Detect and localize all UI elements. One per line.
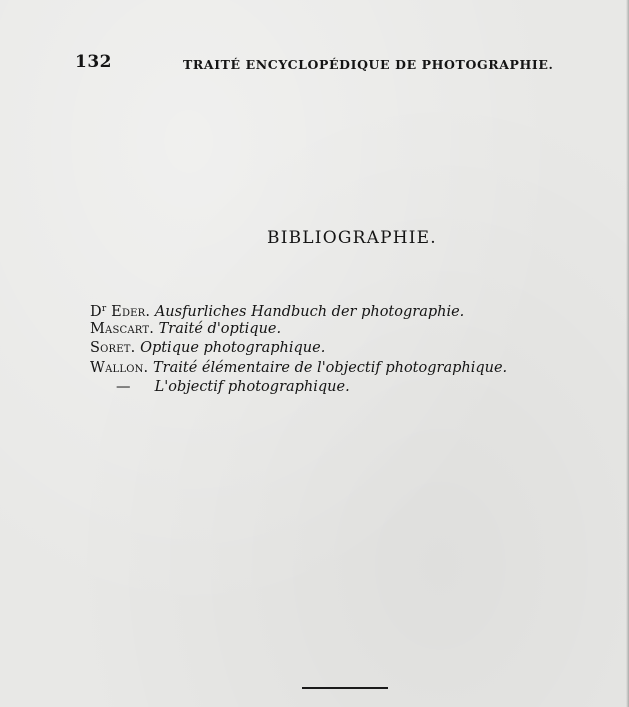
- bibliography-entry: [90, 320, 590, 340]
- entry-title: Optique photographique.: [140, 340, 326, 356]
- running-head: TRAITÉ ENCYCLOPÉDIQUE DE PHOTOGRAPHIE.: [183, 57, 554, 72]
- section-title: BIBLIOGRAPHIE.: [267, 228, 437, 248]
- bibliography-entry: [90, 359, 590, 379]
- bibliography-list: [90, 300, 590, 398]
- entry-author: Mascart.: [90, 320, 155, 337]
- entry-author: Wallon.: [90, 359, 149, 376]
- end-rule: [302, 687, 388, 689]
- entry-author: Soret.: [90, 340, 136, 356]
- bibliography-entry: [90, 300, 590, 320]
- entry-author: $D^r$ Eder.: [90, 304, 151, 320]
- entry-title: L'objectif photographique.: [154, 379, 350, 395]
- page-number: 132: [75, 52, 112, 72]
- entry-title: Traité d'optique.: [158, 320, 282, 337]
- bibliography-entry: [90, 339, 590, 359]
- entry-title: Ausfurliches Handbuch der photographie.: [154, 304, 465, 320]
- entry-title: Traité élémentaire de l'objectif photographique.: [152, 359, 508, 376]
- bibliography-entry: [90, 378, 590, 398]
- ditto-dash: —: [116, 379, 131, 395]
